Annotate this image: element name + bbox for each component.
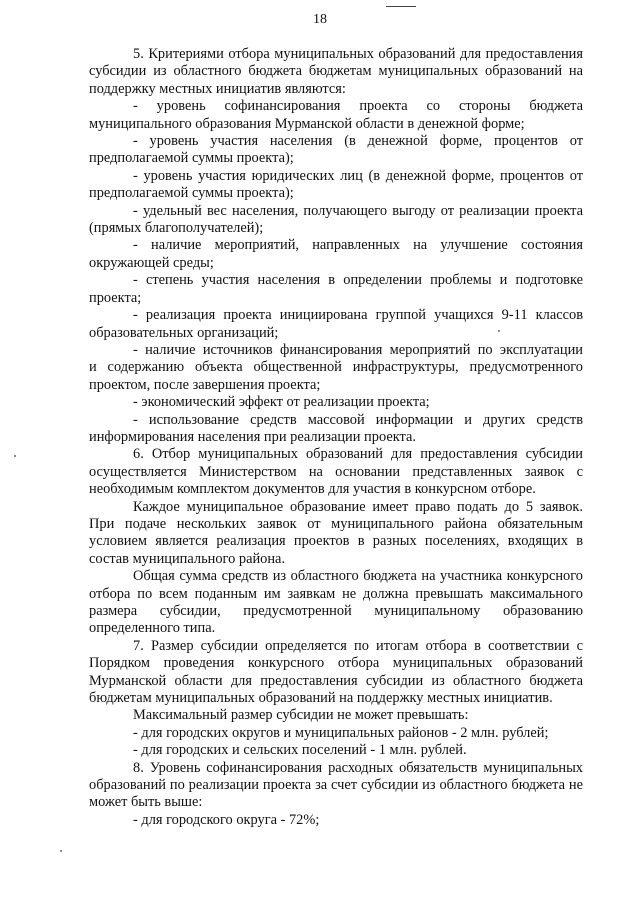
top-rule	[386, 6, 416, 7]
scan-speck	[498, 330, 500, 332]
paragraph-selection: 6. Отбор муниципальных образований для предоставления субсидии осуществляется Министерством на основании представленных заявок с необходимым комплектом документов для участия в конкурсном отборе.	[89, 446, 583, 498]
paragraph-max-subsidy: Максимальный размер субсидии не может превышать:	[133, 707, 469, 724]
page-number: 18	[313, 12, 327, 27]
max-subsidy-districts: - для городских округов и муниципальных районов - 2 млн. рублей;	[133, 724, 549, 741]
criterion-environment: - наличие мероприятий, направленных на улучшение состояния окружающей среды;	[89, 237, 583, 271]
document-body	[89, 46, 583, 829]
cofinancing-urban-district: - для городского округа - 72%;	[133, 811, 320, 828]
criterion-students-initiative: - реализация проекта инициирована группой учащихся 9-11 классов образовательных организаций;	[89, 307, 583, 341]
paragraph-cofinancing-level: 8. Уровень софинансирования расходных обязательств муниципальных образований по реализации проекта за счет субсидии из областного бюджета не может быть выше:	[89, 759, 583, 811]
criterion-funding-sources-cont: и содержанию объекта общественной инфраструктуры, предусмотренного проектом, после завершения проекта;	[89, 359, 583, 393]
criterion-population-participation: - уровень участия населения (в денежной форме, процентов от предполагаемой суммы проекта);	[89, 133, 583, 167]
criterion-cofinancing: - уровень софинансирования проекта со стороны бюджета муниципального образования Мурманской области в денежной форме;	[89, 98, 583, 132]
criterion-legal-entities-participation: - уровень участия юридических лиц (в денежной форме, процентов от предполагаемой суммы проекта);	[89, 167, 583, 202]
criterion-economic-effect: - экономический эффект от реализации проекта;	[133, 394, 430, 411]
paragraph-total-amount: Общая сумма средств из областного бюджета на участника конкурсного отбора по всем поданным им заявкам не должна превышать максимального размера субсидии, предусмотренной муниципальному образованию определенного типа.	[89, 568, 583, 637]
criterion-beneficiaries-share: - удельный вес населения, получающего выгоду от реализации проекта (прямых благополучателей);	[89, 202, 583, 237]
paragraph-subsidy-size: 7. Размер субсидии определяется по итогам отбора в соответствии с Порядком проведения конкурсного отбора муниципальных образований Мурманской области для предоставления субсидии из областного бюджета бюджетам муниципальных образований на поддержку местных инициатив.	[89, 637, 583, 707]
criterion-problem-definition: - степень участия населения в определении проблемы и подготовке проекта;	[89, 272, 583, 306]
criterion-mass-media: - использование средств массовой информации и других средств информирования населения при реализации проекта.	[89, 411, 583, 445]
max-subsidy-settlements: - для городских и сельских поселений - 1 млн. рублей.	[133, 742, 467, 759]
paragraph-applications-limit: Каждое муниципальное образование имеет право подать до 5 заявок. При подаче нескольких заявок от муниципального района обязательным условием является реализация проектов в разных поселениях, входящих в состав муниципального района.	[89, 498, 583, 567]
scan-speck	[14, 455, 16, 457]
criterion-funding-sources: - наличие источников финансирования мероприятий по эксплуатации	[133, 341, 583, 358]
scan-speck	[60, 850, 62, 852]
paragraph-criteria-intro: 5. Критериями отбора муниципальных образований для предоставления субсидии из областного бюджета бюджетам муниципальных образований на поддержку местных инициатив являются:	[89, 46, 583, 97]
